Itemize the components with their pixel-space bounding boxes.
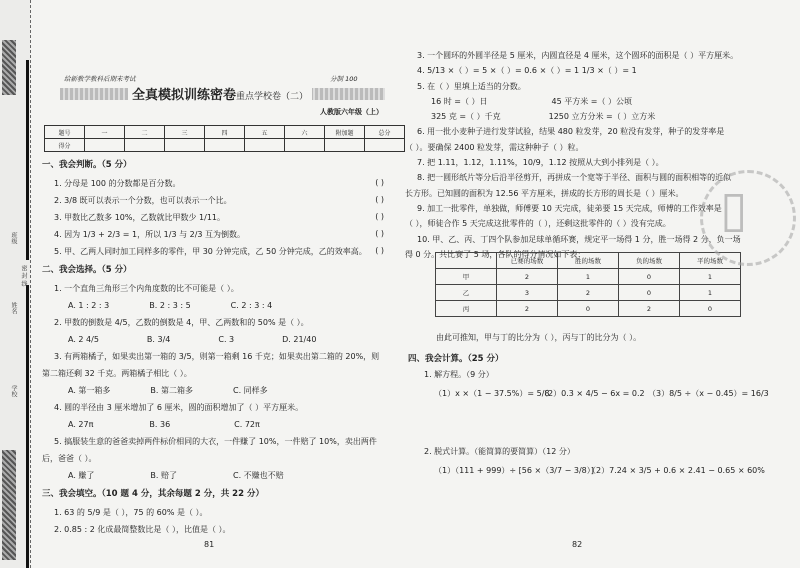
binding-texture bbox=[2, 450, 16, 560]
question-text: 325 克 =（ ）千克 1250 立方分米 =（ ）立方米 bbox=[431, 112, 656, 122]
question-text: 3. 有两箱橘子，如果卖出第一箱的 3/5，则第一箱剩 16 千克；如果卖出第二箱的 20%，则 bbox=[54, 352, 380, 361]
answer-bracket: ( ) bbox=[375, 229, 384, 238]
question-text: 8. 把一圆形纸片等分后沿半径剪开，再拼成一个宽等于半径、面积与圆的面积相等的近似 bbox=[417, 173, 732, 183]
question-line bbox=[42, 505, 392, 522]
game-cell: 丙 bbox=[436, 301, 497, 317]
question-line bbox=[42, 400, 392, 417]
game-cell: 2 bbox=[497, 269, 558, 285]
calc-1: （1）（111 + 999）÷ [56 ×（3/7 − 3/8）] bbox=[434, 466, 594, 475]
series-name: 给新教学教科后期末考试 bbox=[64, 75, 136, 83]
question-line bbox=[42, 522, 392, 539]
question-line bbox=[405, 63, 780, 78]
question-text: 2. 0.85 : 2 化成最简整数比是（ ），比值是（ ）。 bbox=[54, 525, 231, 534]
game-cell: 甲 bbox=[436, 269, 497, 285]
question-line bbox=[42, 349, 392, 366]
inference-question: 由此可推知，甲与丁的比分为（ ），丙与丁的比分为（ ）。 bbox=[436, 333, 642, 342]
game-table-header bbox=[436, 253, 741, 269]
answer-bracket: ( ) bbox=[375, 212, 384, 221]
page-title bbox=[128, 84, 312, 103]
score-cell[interactable] bbox=[205, 139, 245, 152]
question-line bbox=[405, 94, 780, 109]
question-line bbox=[42, 210, 392, 227]
score-header-cell: 二 bbox=[125, 126, 165, 139]
question-line bbox=[405, 124, 780, 139]
game-header-cell: 平的场数 bbox=[680, 253, 741, 269]
question-line bbox=[405, 48, 780, 63]
binding-line bbox=[26, 285, 29, 568]
left-column bbox=[42, 156, 392, 539]
game-cell: 1 bbox=[680, 285, 741, 301]
game-header-cell: 负的场数 bbox=[619, 253, 680, 269]
question-text: 7. 把 1.11，1.12，1.11%，10/9，1.1̇2̇ 按照从大到小排列是（ ）。 bbox=[417, 158, 664, 168]
school-label: 学校 bbox=[10, 385, 17, 397]
question-text: 3. 甲数比乙数多 10%，乙数就比甲数少 1/11。 bbox=[54, 213, 226, 222]
question-line bbox=[405, 140, 780, 155]
question-line bbox=[42, 281, 392, 298]
score-table bbox=[44, 125, 405, 152]
game-cell: 3 bbox=[497, 285, 558, 301]
question-line bbox=[42, 451, 392, 468]
score-header-cell: 题号 bbox=[45, 126, 85, 139]
question-text: （ ），师徒合作 5 天完成这批零件的（ ），还剩这批零件的（ ）没有完成。 bbox=[405, 219, 671, 229]
question-text: 1. 一个直角三角形三个内角度数的比不可能是（ ）。 bbox=[54, 284, 239, 293]
title-text: 全真模拟训练密卷 bbox=[132, 88, 237, 103]
question-text: 长方形。已知圆的面积为 12.56 平方厘米，拼成的长方形的周长是（ ）厘米。 bbox=[405, 188, 684, 198]
question-text: 4. 因为 1/3 + 2/3 = 1，所以 1/3 与 2/3 互为倒数。 bbox=[54, 230, 246, 239]
seal-stamp-text: ▯ bbox=[720, 180, 748, 238]
game-cell: 2 bbox=[497, 301, 558, 317]
subtitle-text: 重点学校卷（二） bbox=[236, 92, 309, 102]
game-table bbox=[435, 252, 741, 317]
equation-3: （3）8/5 ÷（x − 0.45）= 16/3 bbox=[648, 389, 769, 398]
question-text: A. 27π B. 36 C. 72π bbox=[68, 420, 260, 429]
question-line bbox=[42, 434, 392, 451]
game-cell: 1 bbox=[558, 269, 619, 285]
question-text: 1. 分母是 100 的分数都是百分数。 bbox=[54, 179, 181, 188]
score-cell[interactable] bbox=[165, 139, 205, 152]
game-cell: 0 bbox=[558, 301, 619, 317]
question-text: （ ）。要确保 2400 粒发芽，需这种种子（ ）粒。 bbox=[405, 142, 584, 152]
question-text: 3. 一个圆环的外圆半径是 5 厘米，内圆直径是 4 厘米，这个圆环的面积是（ ）平方厘米。 bbox=[417, 51, 739, 60]
game-table-row bbox=[436, 269, 741, 285]
binding-line bbox=[26, 60, 29, 260]
question-line bbox=[42, 193, 392, 210]
score-header-cell: 五 bbox=[245, 126, 285, 139]
question-text: 5. 在（ ）里填上适当的分数。 bbox=[417, 81, 526, 91]
question-line bbox=[42, 417, 392, 434]
score-header-cell: 三 bbox=[165, 126, 205, 139]
class-label: 班级 bbox=[10, 232, 17, 244]
question-text: 第二箱还剩 32 千克。两箱橘子相比（ ）。 bbox=[42, 369, 192, 378]
question-line bbox=[405, 79, 780, 94]
question-text: 2. 3/8 既可以表示一个分数，也可以表示一个比。 bbox=[54, 196, 232, 205]
answer-bracket: ( ) bbox=[375, 195, 384, 204]
answer-bracket: ( ) bbox=[375, 178, 384, 187]
question-line bbox=[42, 227, 392, 244]
game-table-row bbox=[436, 301, 741, 317]
seal-line-label: 密 封 线 bbox=[20, 265, 27, 287]
calc-heading: 2. 脱式计算。（能简算的要简算）（12 分） bbox=[424, 447, 575, 456]
section-title: 三、我会填空。（10 题 4 分，其余每题 2 分，共 22 分） bbox=[42, 489, 264, 499]
question-line bbox=[42, 383, 392, 400]
edition: 人教版六年级（上） bbox=[320, 108, 383, 116]
score-cell[interactable] bbox=[285, 139, 325, 152]
section-heading bbox=[42, 261, 392, 281]
score-cell[interactable] bbox=[85, 139, 125, 152]
question-text: 10. 甲、乙、丙、丁四个队参加足球单循环赛，规定平一场得 1 分，胜一场得 2 分，负一场 bbox=[417, 234, 741, 244]
game-cell: 0 bbox=[619, 269, 680, 285]
calc-2: （2）7.24 × 3/5 + 0.6 × 2.41 − 0.65 × 60% bbox=[588, 466, 765, 475]
question-text: A. 赚了 B. 赔了 C. 不赚也不赔 bbox=[68, 471, 284, 480]
game-header-cell bbox=[436, 253, 497, 269]
score-header-cell: 附加题 bbox=[325, 126, 365, 139]
game-cell: 0 bbox=[619, 285, 680, 301]
section-title: 二、我会选择。（5 分） bbox=[42, 265, 132, 275]
question-text: 5. 甲、乙两人同时加工同样多的零件，甲 30 分钟完成，乙 50 分钟完成，乙的效率高。 bbox=[54, 247, 367, 256]
question-line bbox=[42, 332, 392, 349]
score-header-cell: 一 bbox=[85, 126, 125, 139]
game-header-cell: 胜的场数 bbox=[558, 253, 619, 269]
game-cell: 乙 bbox=[436, 285, 497, 301]
score-header-cell: 六 bbox=[285, 126, 325, 139]
score-cell[interactable] bbox=[125, 139, 165, 152]
equation-1: （1）x ×（1 − 37.5%）= 5/8 bbox=[434, 389, 550, 398]
seal-stamp bbox=[700, 170, 796, 266]
question-line bbox=[405, 109, 780, 124]
game-cell: 2 bbox=[558, 285, 619, 301]
game-cell: 2 bbox=[619, 301, 680, 317]
score-cell[interactable] bbox=[325, 139, 365, 152]
answer-bracket: ( ) bbox=[375, 246, 384, 255]
question-text: 16 时 =（ ）日 45 平方米 =（ ）公顷 bbox=[431, 96, 633, 106]
score-cell[interactable] bbox=[245, 139, 285, 152]
binding-texture bbox=[2, 40, 16, 95]
score-header-cell: 总分 bbox=[365, 126, 405, 139]
game-cell: 0 bbox=[680, 301, 741, 317]
question-text: 4. 圆的半径由 3 厘米增加了 6 厘米，圆的面积增加了（ ）平方厘米。 bbox=[54, 403, 304, 412]
question-line bbox=[405, 155, 780, 170]
game-header-cell: 已赛的场数 bbox=[497, 253, 558, 269]
page-number-right: 82 bbox=[572, 540, 583, 549]
section-heading bbox=[42, 156, 392, 176]
seal-dashed-line bbox=[30, 0, 31, 568]
question-text: 4. 5/13 ×（ ）= 5 ×（ ）= 0.6 ×（ ）= 1 1/3 ×（ ）= 1 bbox=[417, 66, 637, 76]
game-table-row bbox=[436, 285, 741, 301]
question-line bbox=[42, 176, 392, 193]
equation-heading: 1. 解方程。（9 分） bbox=[424, 370, 494, 379]
question-line bbox=[42, 244, 392, 261]
question-text: 后，爸爸（ ）。 bbox=[42, 454, 97, 463]
name-label: 姓名 bbox=[10, 302, 17, 314]
question-text: 9. 加工一批零件，单独做，师傅要 10 天完成，徒弟要 15 天完成，师傅的工作效率是 bbox=[417, 203, 722, 213]
question-text: 1. 63 的 5/9 是（ ），75 的 60% 是（ ）。 bbox=[54, 508, 208, 517]
question-text: 6. 用一批小麦种子进行发芽试验，结果 480 粒发芽，20 粒没有发芽，种子的发芽率是 bbox=[417, 127, 725, 137]
question-line bbox=[42, 468, 392, 485]
question-text: A. 1 : 2 : 3 B. 2 : 3 : 5 C. 2 : 3 : 4 bbox=[68, 301, 273, 310]
game-cell: 1 bbox=[680, 269, 741, 285]
question-line bbox=[42, 298, 392, 315]
question-text: A. 2 4/5 B. 3/4 C. 3 D. 21/40 bbox=[68, 335, 317, 344]
question-text: 5. 搞服装生意的爸爸卖掉两件标价相同的大衣，一件赚了 10%，一件赔了 10%，卖出两件 bbox=[54, 437, 377, 446]
question-text: 得 0 分。共比赛了 5 场，各队的得分情况如下表： bbox=[405, 249, 586, 259]
page-number-left: 81 bbox=[204, 540, 215, 549]
section-title: 一、我会判断。（5 分） bbox=[42, 160, 132, 170]
score-cell[interactable] bbox=[365, 139, 405, 152]
score-header-cell: 四 bbox=[205, 126, 245, 139]
full-score: 分制 100 bbox=[330, 75, 358, 83]
section-4-heading: 四、我会计算。（25 分） bbox=[408, 354, 504, 364]
equation-2: （2）0.3 × 4/5 − 6x = 0.2 bbox=[540, 389, 645, 398]
question-text: 2. 甲数的倒数是 4/5，乙数的倒数是 4，甲、乙两数和的 50% 是（ ）。 bbox=[54, 318, 309, 327]
question-line bbox=[42, 366, 392, 383]
score-cell: 得分 bbox=[45, 139, 85, 152]
section-heading bbox=[42, 485, 392, 505]
question-line bbox=[42, 315, 392, 332]
question-text: A. 第一箱多 B. 第二箱多 C. 同样多 bbox=[68, 386, 268, 395]
